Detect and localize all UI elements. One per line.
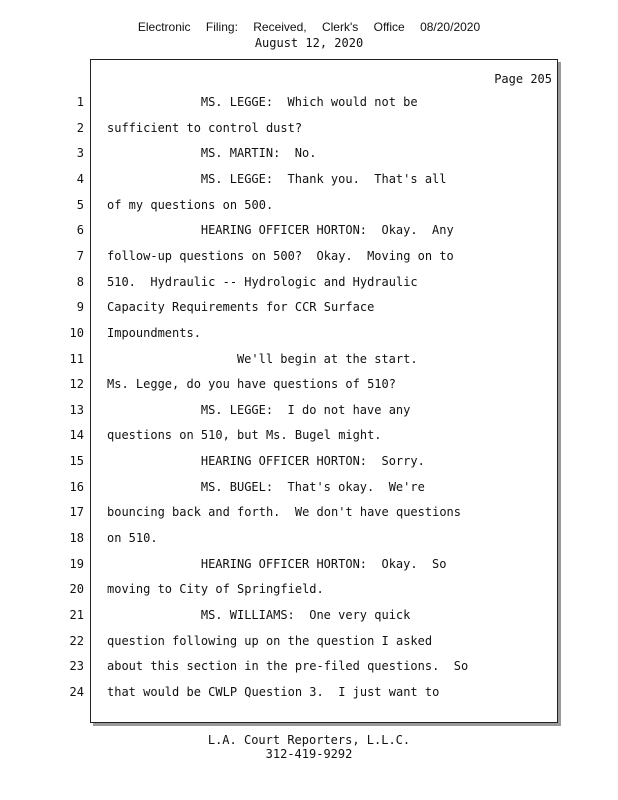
line-text: about this section in the pre-filed questions. So [107, 659, 469, 674]
transcript-line [0, 659, 618, 679]
transcript-line [0, 223, 618, 243]
transcript-line [0, 172, 618, 192]
line-text: HEARING OFFICER HORTON: Okay. So [200, 556, 447, 571]
line-number: 14 [69, 428, 84, 443]
filing-word-filing: Filing: [205, 20, 238, 34]
line-text: 510. Hydraulic -- Hydrologic and Hydraulic [107, 274, 418, 289]
line-text: MS. LEGGE: Thank you. That's all [200, 171, 447, 186]
line-number: 20 [69, 582, 84, 597]
line-number: 12 [69, 377, 84, 392]
transcript-line [0, 557, 618, 577]
hearing-date: August 12, 2020 [254, 36, 364, 50]
transcript-line [0, 531, 618, 551]
line-text: MS. LEGGE: Which would not be [200, 95, 418, 109]
filing-word-received: Received, [253, 20, 307, 34]
transcript-line [0, 275, 618, 295]
transcript-line [0, 505, 618, 525]
transcript-line [0, 480, 618, 500]
line-text: Capacity Requirements for CCR Surface [107, 300, 375, 315]
line-text: bouncing back and forth. We don't have questions [107, 505, 462, 520]
line-text: MS. LEGGE: I do not have any [200, 402, 411, 417]
line-number: 13 [69, 402, 84, 417]
line-text: sufficient to control dust? [107, 120, 303, 135]
line-number: 1 [76, 95, 84, 109]
line-text: that would be CWLP Question 3. I just want to [107, 684, 440, 699]
line-text: MS. MARTIN: No. [200, 146, 317, 161]
line-text: on 510. [107, 531, 158, 546]
line-text: Impoundments. [107, 325, 201, 340]
filing-word-clerks: Clerk's [321, 20, 359, 34]
page-number: Page 205 [494, 72, 552, 86]
transcript-line [0, 634, 618, 654]
line-number: 6 [76, 223, 84, 238]
line-number: 21 [69, 608, 84, 622]
footer-phone: 312-419-9292 [265, 747, 353, 761]
filing-word-office: Office [373, 20, 405, 34]
footer-company: L.A. Court Reporters, L.L.C. [207, 733, 411, 747]
line-text: moving to City of Springfield. [107, 582, 324, 597]
transcript-line [0, 300, 618, 320]
line-number: 11 [69, 351, 84, 366]
line-text: MS. WILLIAMS: One very quick [200, 608, 411, 622]
line-number: 5 [76, 197, 84, 212]
line-text: follow-up questions on 500? Okay. Moving on to [107, 248, 454, 263]
line-text: Ms. Legge, do you have questions of 510? [107, 377, 396, 392]
transcript-line [0, 249, 618, 269]
transcript-line [0, 377, 618, 397]
transcript-line [0, 95, 618, 115]
transcript-line [0, 608, 618, 628]
transcript-line [0, 352, 618, 372]
transcript-line [0, 403, 618, 423]
line-number: 7 [76, 248, 84, 263]
transcript-line [0, 146, 618, 166]
transcript-line [0, 428, 618, 448]
transcript-line [0, 685, 618, 705]
line-number: 10 [69, 325, 84, 340]
transcript-line [0, 454, 618, 474]
line-number: 15 [69, 454, 84, 469]
line-text: We'll begin at the start. [236, 351, 418, 366]
line-number: 19 [69, 556, 84, 571]
transcript-line [0, 326, 618, 346]
line-text: MS. BUGEL: That's okay. We're [200, 479, 425, 494]
line-number: 4 [76, 171, 84, 186]
filing-date: 08/20/2020 [420, 20, 481, 34]
line-text: HEARING OFFICER HORTON: Sorry. [200, 454, 425, 469]
line-number: 17 [69, 505, 84, 520]
line-number: 2 [76, 120, 84, 135]
filing-word-electronic: Electronic [137, 20, 191, 34]
line-number: 18 [69, 531, 84, 546]
line-number: 22 [69, 633, 84, 648]
line-text: questions on 510, but Ms. Bugel might. [107, 428, 382, 443]
transcript-line [0, 198, 618, 218]
transcript-line [0, 582, 618, 602]
line-number: 8 [76, 274, 84, 289]
line-number: 3 [76, 146, 84, 161]
line-number: 23 [69, 659, 84, 674]
line-number: 9 [76, 300, 84, 315]
line-text: of my questions on 500. [107, 197, 274, 212]
transcript-line [0, 121, 618, 141]
line-number: 24 [69, 684, 84, 699]
line-number: 16 [69, 479, 84, 494]
line-text: question following up on the question I asked [107, 633, 433, 648]
line-text: HEARING OFFICER HORTON: Okay. Any [200, 223, 454, 238]
filing-stamp [0, 20, 618, 34]
